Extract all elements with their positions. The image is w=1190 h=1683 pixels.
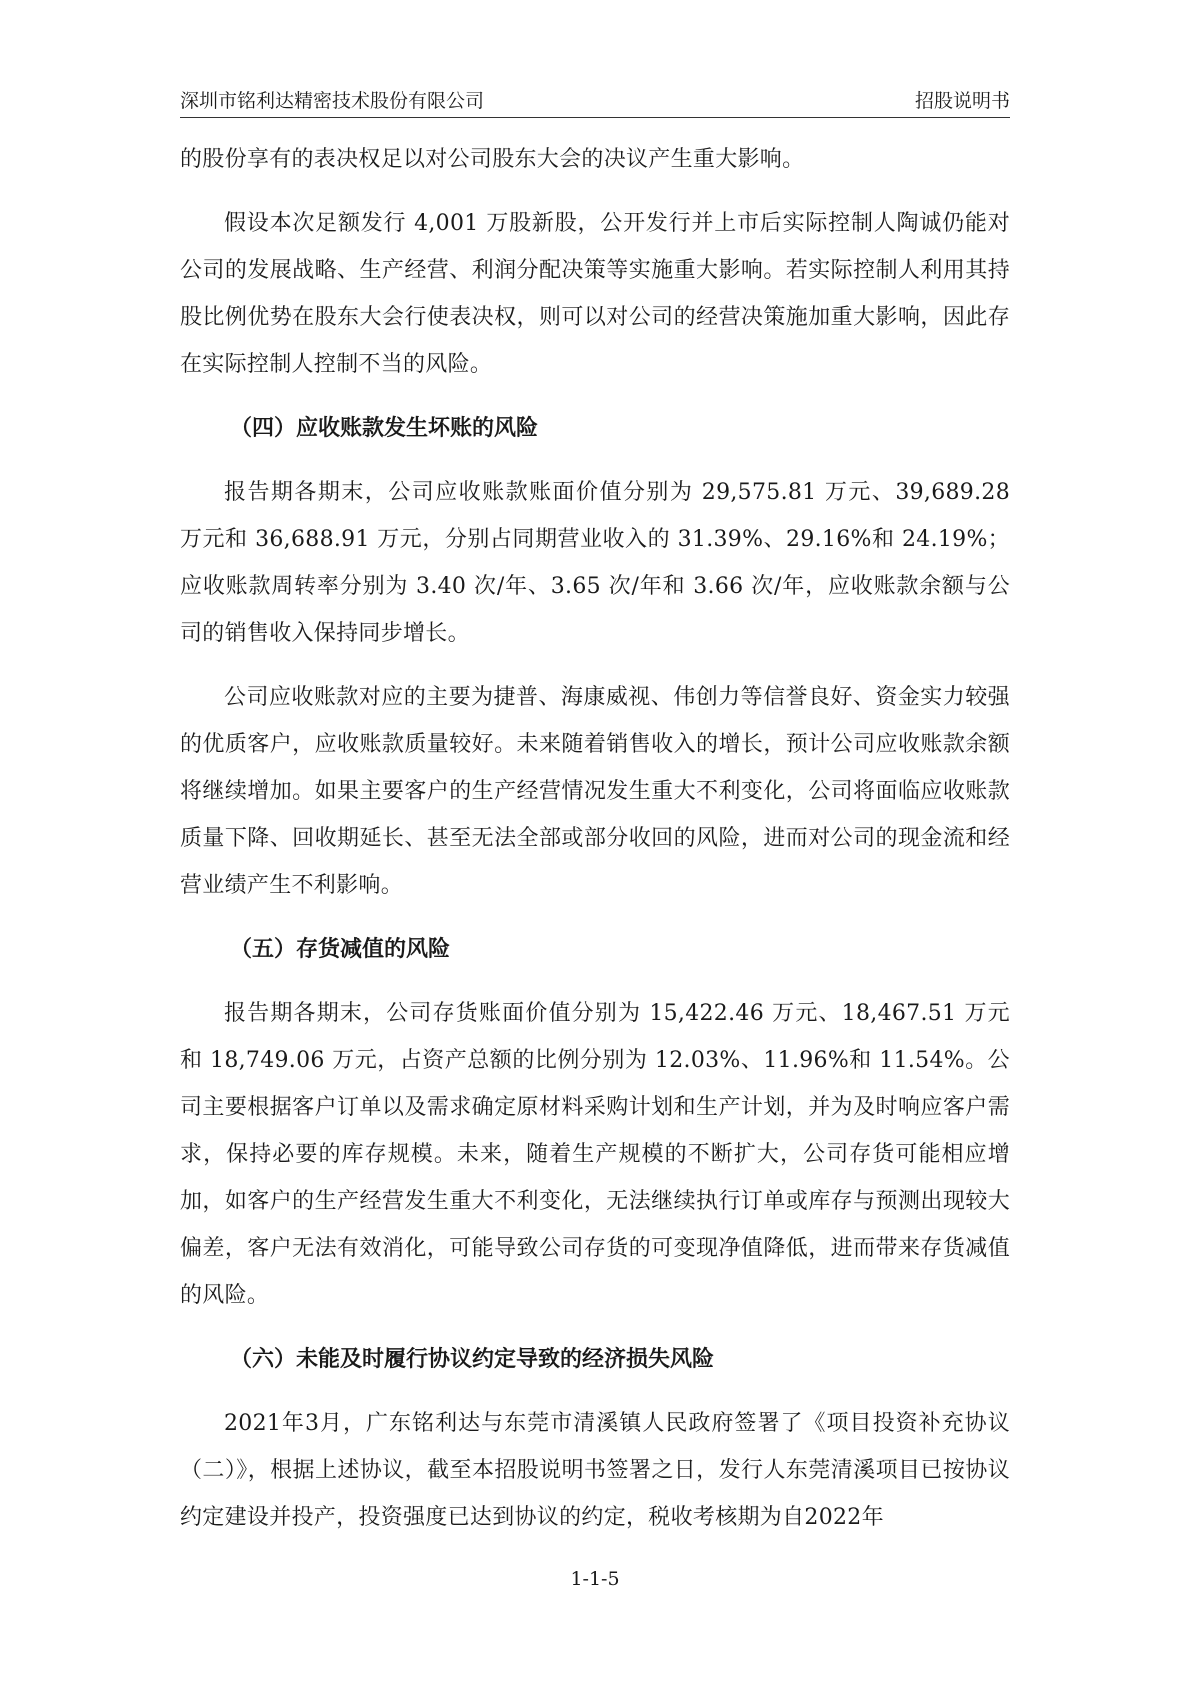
section-heading-agreement: （六）未能及时履行协议约定导致的经济损失风险 (230, 1347, 715, 1372)
document-body (180, 136, 1010, 1541)
paragraph-inventory: 报告期各期末，公司存货账面价值分别为 15,422.46 万元、18,467.51 万元和 18,749.06 万元，占资产总额的比例分别为 12.03%、11.96%和 11.54%。公司主要根据客户订单以及需求确定原材料采购计划和生产计划，并为及时响应客户需求，保持必要的库存规模。未来，随着生产规模的不断扩大，公司存货可能相应增加，如客户的生产经营发生重大不利变化，无法继续执行订单或库存与预测出现较大偏差，客户无法有效消化，可能导致公司存货的可变现净值降低，进而带来存货减值的风险。 (180, 1001, 1010, 1308)
paragraph-control-risk: 假设本次足额发行 4,001 万股新股，公开发行并上市后实际控制人陶诚仍能对公司的发展战略、生产经营、利润分配决策等实施重大影响。若实际控制人利用其持股比例优势在股东大会行使表决权，则可以对公司的经营决策施加重大影响，因此存在实际控制人控制不当的风险。 (180, 211, 1010, 377)
page-number: 1-1-5 (570, 1568, 620, 1590)
header-company-name: 深圳市铭利达精密技术股份有限公司 (180, 90, 485, 112)
section-heading-receivables: （四）应收账款发生坏账的风险 (230, 416, 539, 441)
header-document-type: 招股说明书 (914, 90, 1010, 112)
page-header (180, 84, 1010, 118)
section-heading-inventory: （五）存货减值的风险 (230, 937, 451, 962)
paragraph-receivables-customers: 公司应收账款对应的主要为捷普、海康威视、伟创力等信誉良好、资金实力较强的优质客户，应收账款质量较好。未来随着销售收入的增长，预计公司应收账款余额将继续增加。如果主要客户的生产经营情况发生重大不利变化，公司将面临应收账款质量下降、回收期延长、甚至无法全部或部分收回的风险，进而对公司的现金流和经营业绩产生不利影响。 (180, 685, 1010, 898)
paragraph-continuation: 的股份享有的表决权足以对公司股东大会的决议产生重大影响。 (180, 147, 805, 172)
paragraph-receivables-values: 报告期各期末，公司应收账款账面价值分别为 29,575.81 万元、39,689.28 万元和 36,688.91 万元，分别占同期营业收入的 31.39%、29.16%和 24.19%；应收账款周转率分别为 3.40 次/年、3.65 次/年和 3.66 次/年，应收账款余额与公司的销售收入保持同步增长。 (180, 480, 1010, 646)
paragraph-agreement: 2021年3月，广东铭利达与东莞市清溪镇人民政府签署了《项目投资补充协议（二）》，根据上述协议，截至本招股说明书签署之日，发行人东莞清溪项目已按协议约定建设并投产，投资强度已达到协议的约定，税收考核期为自2022年 (180, 1411, 1010, 1530)
